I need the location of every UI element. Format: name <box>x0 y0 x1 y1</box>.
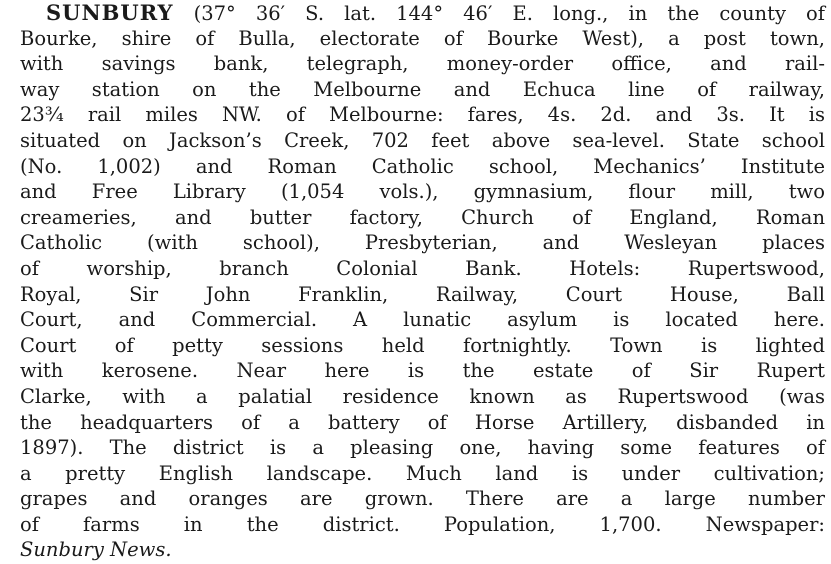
entry-coordinates: (37° 36′ S. lat. 144° 46′ E. long., in the county of <box>193 2 825 25</box>
entry-line-9: creameries, and butter factory, Church of England, Roman <box>20 205 825 229</box>
entry-line-11: of worship, branch Colonial Bank. Hotels: Rupertswood, <box>20 256 825 280</box>
entry-line-3: with savings bank, telegraph, money-order office, and rail- <box>20 52 825 76</box>
entry-line-8: and Free Library (1,054 vols.), gymnasium, flour mill, two <box>20 180 825 204</box>
entry-line-2: Bourke, shire of Bulla, electorate of Bourke West), a post town, <box>20 26 825 50</box>
entry-line-17: the headquarters of a battery of Horse Artillery, disbanded in <box>20 410 825 434</box>
entry-line-18: 1897). The district is a pleasing one, having some features of <box>20 436 825 460</box>
entry-line-21: of farms in the district. Population, 1,700. Newspaper: <box>20 512 825 536</box>
entry-line-1 <box>20 0 825 26</box>
entry-line-13: Court, and Commercial. A lunatic asylum is located here. <box>20 308 825 332</box>
gazetteer-entry <box>20 0 825 563</box>
entry-line-10: Catholic (with school), Presbyterian, and Wesleyan places <box>20 231 825 255</box>
entry-line-12: Royal, Sir John Franklin, Railway, Court House, Ball <box>20 282 825 306</box>
entry-line-19: a pretty English landscape. Much land is under cultivation; <box>20 461 825 485</box>
entry-line-22 <box>20 537 825 563</box>
entry-line-7: (No. 1,002) and Roman Catholic school, Mechanics’ Institute <box>20 154 825 178</box>
entry-line-20: grapes and oranges are grown. There are a large number <box>20 487 825 511</box>
entry-headword: SUNBURY <box>46 0 174 25</box>
entry-line-4: way station on the Melbourne and Echuca line of railway, <box>20 77 825 101</box>
newspaper-name: Sunbury News. <box>20 538 172 562</box>
entry-line-15: with kerosene. Near here is the estate of Sir Rupert <box>20 359 825 383</box>
entry-line-6: situated on Jackson’s Creek, 702 feet above sea-level. State school <box>20 128 825 152</box>
entry-line-5: 23¾ rail miles NW. of Melbourne: fares, 4s. 2d. and 3s. It is <box>20 103 825 127</box>
entry-line-16: Clarke, with a palatial residence known as Rupertswood (was <box>20 384 825 408</box>
entry-line-14: Court of petty sessions held fortnightly. Town is lighted <box>20 333 825 357</box>
